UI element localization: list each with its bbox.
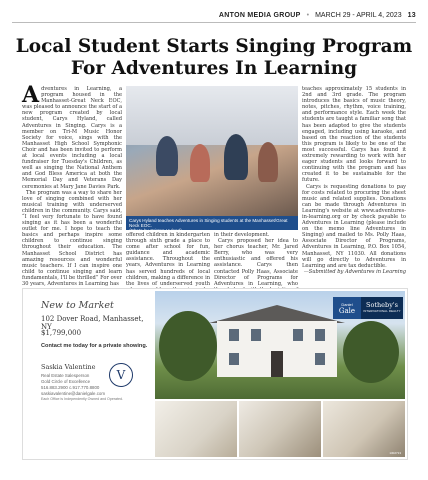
ad-call-to-action: Contact me today for a private showing.	[41, 343, 148, 349]
interior-photo-kitchen-island	[239, 401, 321, 457]
column-3-paragraph-1: in their development.	[214, 232, 270, 238]
brand-a-big: Gale	[338, 307, 356, 315]
house-window	[229, 329, 239, 341]
brand-a-small: Daniel	[341, 302, 353, 307]
ad-address: 102 Dover Road, Manhasset, NY	[41, 315, 144, 331]
agent-email: saskiavalentine@danielgale.com	[41, 391, 106, 396]
real-estate-advertisement	[22, 288, 408, 460]
page-number: 13	[407, 11, 416, 19]
agent-phones: 516.883.2900 c.917.770.8800	[41, 385, 100, 390]
photo-credit: (Photo by Cristen Hyland)	[129, 228, 182, 233]
header-separator: •	[306, 11, 310, 19]
ad-text-panel	[23, 289, 151, 459]
house-window	[293, 329, 303, 341]
page-header	[12, 10, 416, 20]
ad-code: 1302713	[389, 451, 401, 455]
drop-cap: A	[22, 82, 40, 108]
house-facade	[217, 321, 337, 377]
column-4-paragraph-2: Carys is requesting donations to pay for costs related to procuring the sheet music and related supplies. Donations can be made through Adventures in Learning's website at www.adventures-in-learning.org or by check payable to Adventures in Learning (please include on the memo line Adventures in Singing) and mailed to Ms. Polly Haas, Associate Director of Programs, Adventures in Learning, P.O. Box 1054, Manhasset, NY 11030. All donations will go directly to Adventures in Learning and are tax deductible.	[302, 183, 406, 269]
ad-headline: New to Market	[41, 300, 114, 311]
column-1-paragraph-2: The program was a way to share her love of singing combined with her musical training with underserved children in the community. Carys said, “I feel very fortunate to have found singing as it has been a wonderful outlet for me. I hope to teach the basics and perhaps inspire some children to continue singing throughout their education. The Manhasset School District has amazing resources and wonderful music teachers. If I can inspire one child to continue singing and learn fundamentals, I'll be thrilled” For over 30 years, Adventures in Learning has	[22, 189, 122, 287]
article-title-line-1: Local Student Starts Singing Program	[15, 36, 413, 57]
column-3-paragraph-2: Carys proposed her idea to her chorus teacher, Mr. Jared Berry, who was very enthusiastic and offered his assistance. Carys then contacted Polly Haas, Associate Director of Programs for Adventures in Learning, who	[214, 238, 298, 287]
article-title-line-2: For Adventures In Learning	[70, 58, 358, 79]
photo-student-figure	[156, 136, 178, 176]
header-rule	[12, 22, 416, 23]
interior-photo-kitchen	[155, 401, 237, 457]
article-photo	[126, 86, 298, 216]
house-window	[315, 329, 325, 341]
house-window	[229, 353, 239, 365]
photo-caption	[126, 216, 298, 233]
agent-monogram-logo: V	[109, 363, 133, 387]
column-2-text: offered children in kindergarten through sixth grade a place to come after school for fun, guidance and academic assistance. Throughout the years, Adventures in Learning has served hundreds of local children, making a difference in the lives of underserved youth	[126, 232, 210, 287]
photo-student-figure	[190, 144, 210, 182]
article-column-2	[126, 232, 210, 287]
brand-b-small: INTERNATIONAL REALTY	[363, 309, 401, 313]
house-window	[251, 329, 261, 341]
photo-student-figure	[258, 142, 278, 182]
brand-b-name: Sotheby's	[366, 301, 398, 309]
agent-title: Real Estate Salesperson	[41, 373, 90, 378]
house-door	[271, 351, 283, 377]
publication-name: ANTON MEDIA GROUP	[218, 11, 301, 19]
photo-tree	[343, 321, 399, 383]
brokerage-logo	[333, 297, 403, 319]
brokerage-logo-sothebys	[361, 297, 403, 319]
article-column-3	[214, 232, 298, 287]
ad-price: $1,799,000	[41, 329, 82, 337]
agent-award: Gold Circle of Excellence	[41, 379, 91, 384]
article-title	[12, 36, 416, 80]
article-column-1	[22, 82, 122, 287]
brokerage-logo-daniel-gale	[333, 297, 361, 319]
interior-photo-living	[323, 401, 405, 457]
house-window	[315, 353, 325, 365]
agent-name: Saskia Valentine	[41, 363, 96, 371]
photo-classroom-wall	[126, 86, 298, 145]
column-1-paragraph-1: dventures in Learning, a program housed in the Manhasset-Great Neck EOC, was pleased to announce the start of a new program created by local student, Carys Hyland, called Adventures in Singing. Carys is a member on Tri-M Music Honor Society for voice, sings with the Manhasset High School Symphonic Choir and has been invited to perform at local events including a local fundraiser for Tuesday's Children, as well as singing the National Anthem and God Bless America at both the Memorial Day and Veterans Day ceremonies at Mary Jane Davies Park.	[22, 86, 122, 190]
issue-dates: MARCH 29 - APRIL 4, 2023	[315, 11, 402, 19]
photo-student-figure	[224, 134, 248, 180]
article-column-4	[302, 86, 406, 282]
column-4-paragraph-1: teaches approximately 15 students in 2nd and 3rd grade. The program introduces the basics of music theory, notes, pitches, rhythm, voice training, and performance style. Each week the students are taught a familiar song that has been adapted to give the students engaged, including using karaoke, and based on the reaction of the students this program is likely to be one of the most successful. Carys has found it extremely rewarding to work with her eager students and looks forward to continuing with the program and has created it to be sustainable for the future.	[302, 86, 406, 184]
ad-photo-grid	[155, 291, 405, 457]
house-exterior-photo	[155, 291, 405, 399]
photo-caption-text: Carys Hyland teaches Adventures in Singing students at the Manhasset/Great Neck EOC.	[129, 218, 288, 228]
article-signature: —Submitted by Adventures in Learning	[303, 268, 406, 275]
ad-footer-disclaimer: Each Office is Independently Owned and Operated.	[41, 397, 124, 401]
